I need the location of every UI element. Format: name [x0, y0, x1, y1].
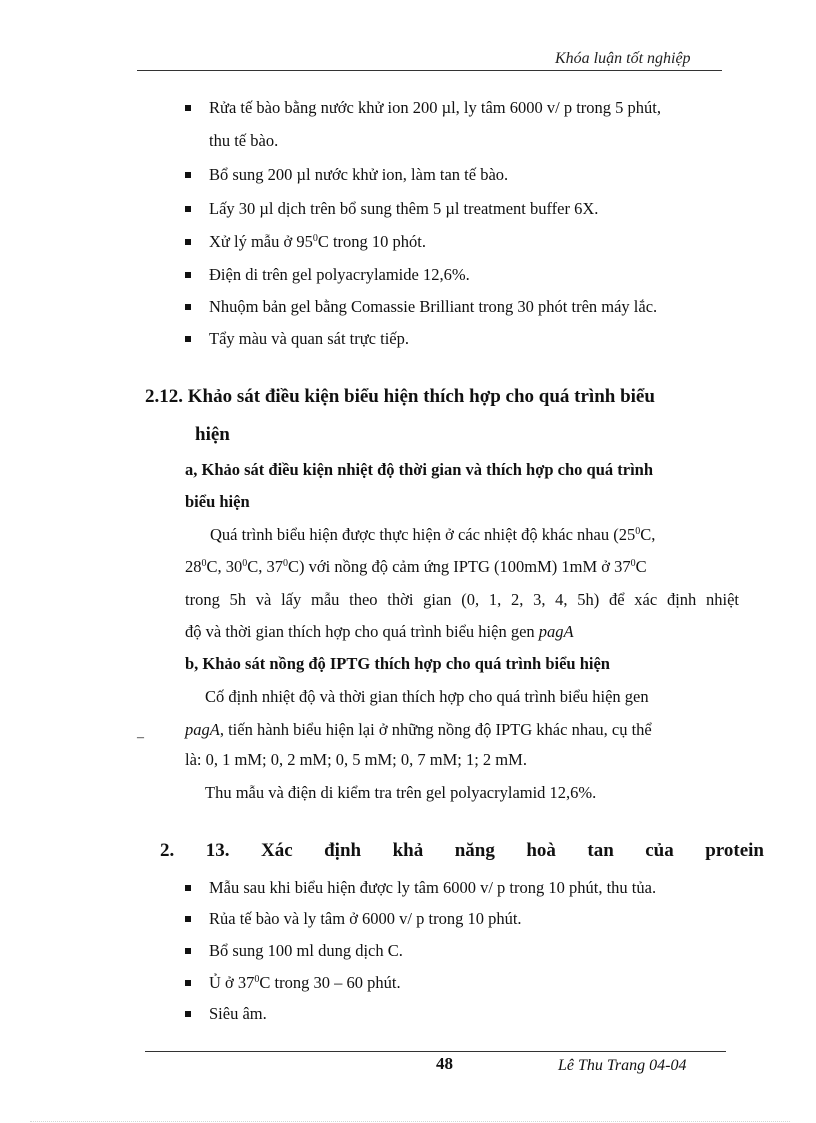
subheading-b: b, Khảo sát nồng độ IPTG thích hợp cho quá trình biểu hiện: [185, 654, 610, 673]
header-rule: [137, 70, 722, 71]
list-item-text: Bổ sung 100 ml dung dịch C.: [209, 941, 403, 960]
paragraph-a-line-2: $28^0C$, $30^0C$, $37^0C$) với nồng độ cảm ứng IPTG (100mM) 1mM ở $37^0C$: [185, 557, 647, 576]
bullet-square-icon: [185, 272, 191, 278]
bullet-square-icon: [185, 980, 191, 986]
degree-superscript: 0: [312, 233, 318, 244]
bullet-square-icon: [185, 304, 191, 310]
list-item-text: Siêu âm.: [209, 1004, 267, 1023]
header-title: Khóa luận tốt nghiệp: [555, 50, 691, 67]
bullet-square-icon: [185, 206, 191, 212]
bullet-square-icon: [185, 916, 191, 922]
list-item-text: Mẫu sau khi biểu hiện được ly tâm 6000 v/ p trong 10 phút, thu tủa.: [209, 878, 657, 897]
bullet-square-icon: [185, 1011, 191, 1017]
paragraph-b-line-3: là: 0, 1 mM; 0, 2 mM; 0, 5 mM; 0, 7 mM; 1; 2 mM.: [185, 750, 527, 769]
page-edge-dotted-line: [30, 1121, 790, 1122]
gene-name: pagA: [538, 622, 574, 641]
paragraph-b-line-1: Cố định nhiệt độ và thời gian thích hợp cho quá trình biểu hiện gen: [205, 687, 649, 706]
footer-author: Lê Thu Trang 04-04: [558, 1057, 687, 1074]
paragraph-a-line-1: Quá trình biểu hiện được thực hiện ở các nhiệt độ khác nhau ($25^0C$,: [210, 525, 656, 544]
bullet-square-icon: [185, 336, 191, 342]
section-heading-2-12: 2.12. Khảo sát điều kiện biểu hiện thích hợp cho quá trình biểu: [145, 386, 655, 407]
paragraph-b-line-2: pagA, tiến hành biểu hiện lại ở những nồng độ IPTG khác nhau, cụ thể: [185, 720, 652, 739]
paragraph-a-line-3: trong 5h và lấy mẫu theo thời gian (0, 1, 2, 3, 4, 5h) để xác định nhiệt: [185, 590, 739, 609]
footer-rule: [145, 1051, 726, 1052]
list-item-text: Rủa tế bào và ly tâm ở 6000 v/ p trong 10 phút.: [209, 909, 522, 928]
list-item-text: Bổ sung 200 µl nước khử ion, làm tan tế bào.: [209, 165, 509, 184]
list-item-text: Ủ ở $37^0C$ trong 30 – 60 phút.: [209, 973, 401, 992]
list-item-text: Xử lý mẫu ở $95^0C$ trong 10 phót.: [209, 232, 426, 251]
list-item-text: Rửa tế bào bằng nước khử ion 200 µl, ly tâm 6000 v/ p trong 5 phút,: [209, 98, 662, 117]
list-item-text: Lấy 30 µl dịch trên bổ sung thêm 5 µl treatment buffer 6X.: [209, 199, 599, 218]
margin-mark: –: [137, 730, 144, 745]
subheading-a: a, Khảo sát điều kiện nhiệt độ thời gian và thích hợp cho quá trình: [185, 460, 654, 479]
bullet-square-icon: [185, 948, 191, 954]
list-item-text: Nhuộm bản gel bằng Comassie Brilliant trong 30 phót trên máy lắc.: [209, 297, 658, 316]
list-item-text: Điện di trên gel polyacrylamide 12,6%.: [209, 265, 470, 284]
list-item-continuation: thu tế bào.: [209, 131, 279, 150]
bullet-square-icon: [185, 239, 191, 245]
list-item-text: Tẩy màu và quan sát trực tiếp.: [209, 329, 409, 348]
subheading-a-cont: biểu hiện: [185, 492, 250, 511]
section-heading-2-13: 2. 13. Xác định khả năng hoà tan của protein: [160, 840, 764, 861]
page-number: 48: [436, 1054, 453, 1073]
paragraph-b-line-4: Thu mẫu và điện di kiểm tra trên gel polyacrylamid 12,6%.: [205, 783, 597, 802]
bullet-square-icon: [185, 885, 191, 891]
bullet-square-icon: [185, 105, 191, 111]
gene-name: pagA: [185, 720, 220, 739]
paragraph-a-line-4: độ và thời gian thích hợp cho quá trình biểu hiện gen pagA: [185, 622, 574, 641]
section-heading-2-12-cont: hiện: [195, 424, 230, 445]
bullet-square-icon: [185, 172, 191, 178]
